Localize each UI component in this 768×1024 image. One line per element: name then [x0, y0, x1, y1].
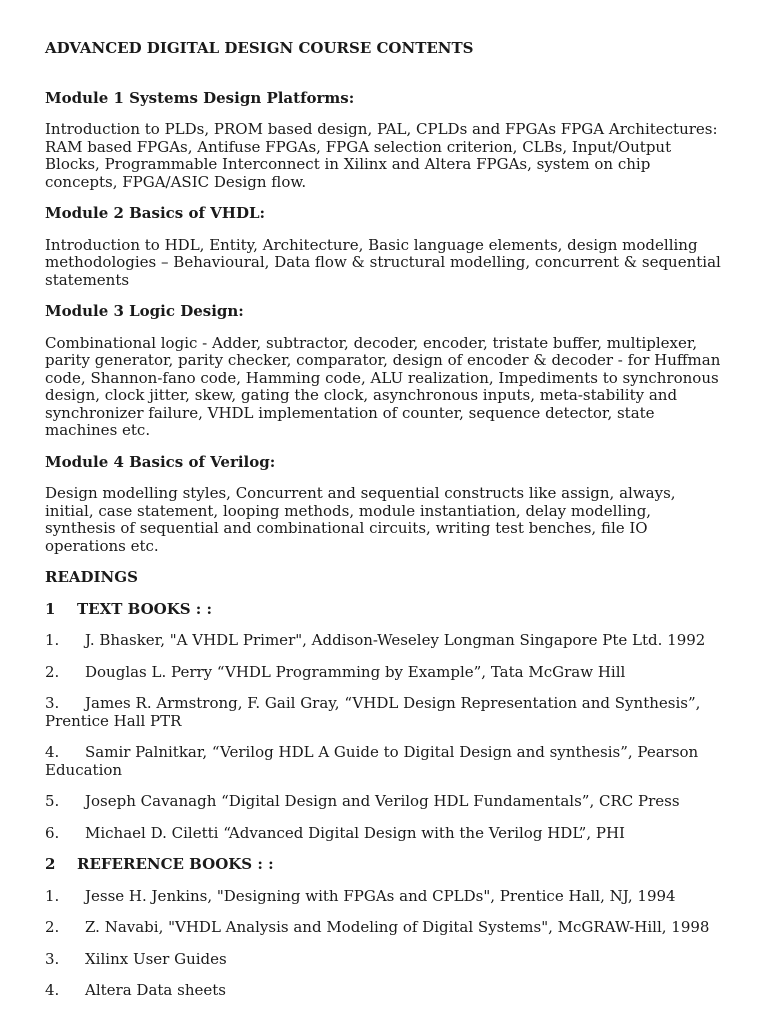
text-book-number: 1. [45, 631, 60, 649]
text-book-number: 3. [45, 694, 60, 712]
reference-books-heading [45, 856, 725, 874]
reference-book-text: Z. Navabi, "VHDL Analysis and Modeling of Digital Systems", McGRAW-Hill, 1998 [85, 918, 710, 936]
readings-heading: READINGS [45, 568, 138, 586]
text-book-number: 2. [45, 662, 60, 681]
reference-book-number: 1. [45, 886, 60, 905]
module-3-heading: Module 3 Logic Design: [45, 302, 244, 320]
text-book-number: 4. [45, 743, 60, 761]
text-book-text: James R. Armstrong, F. Gail Gray, “VHDL Design Representation and Synthesis”, Prentice Hall PTR [45, 694, 701, 730]
reference-book-number: 4. [45, 981, 60, 999]
text-book-text: Michael D. Ciletti “Advanced Digital Design with the Verilog HDL”, PHI [85, 823, 625, 842]
text-book-text: Douglas L. Perry “VHDL Programming by Example”, Tata McGraw Hill [85, 662, 626, 681]
text-book-item [45, 664, 725, 682]
reference-book-number: 2. [45, 918, 60, 936]
reference-book-item [45, 888, 725, 906]
document-title: ADVANCED DIGITAL DESIGN COURSE CONTENTS [45, 39, 474, 57]
reference-book-text: Xilinx User Guides [85, 949, 227, 968]
text-books-number: 1 [45, 599, 56, 618]
text-books-label: TEXT BOOKS : : [77, 599, 213, 618]
reference-books-label: REFERENCE BOOKS : : [77, 855, 274, 873]
module-4-text: Design modelling styles, Concurrent and sequential constructs like assign, always, initial, case statement, looping methods, module instantiation, delay modelling, synthesis of sequential and combinational circuits, writing test benches, file IO operations etc. [45, 484, 676, 555]
text-book-item [45, 632, 725, 650]
reference-book-item [45, 919, 725, 937]
reference-book-text: Altera Data sheets [85, 981, 226, 999]
text-book-text: J. Bhasker, "A VHDL Primer", Addison-Weseley Longman Singapore Pte Ltd. 1992 [85, 631, 706, 649]
reference-books-number: 2 [45, 855, 56, 873]
text-book-number: 5. [45, 792, 60, 810]
reference-book-number: 3. [45, 949, 60, 968]
text-book-item [45, 695, 725, 730]
module-4-heading: Module 4 Basics of Verilog: [45, 452, 276, 471]
document-page [45, 40, 725, 1014]
module-2-heading: Module 2 Basics of VHDL: [45, 204, 266, 222]
text-book-number: 6. [45, 823, 60, 842]
module-1-text: Introduction to PLDs, PROM based design, PAL, CPLDs and FPGAs FPGA Architectures: RAM based FPGAs, Antifuse FPGAs, FPGA selection criterion, CLBs, Input/Output Blocks, Programmable Interconnect in Xilinx and Altera FPGAs, system on chip concepts, FPGA/ASIC Design flow. [45, 120, 718, 191]
text-book-item [45, 744, 725, 779]
module-3-text: Combinational logic - Adder, subtractor, decoder, encoder, tristate buffer, multiplexer, parity generator, parity checker, comparator, design of encoder & decoder - for Huffman code, Shannon-fano code, Hamming code, ALU realization, Impediments to synchronous design, clock jitter, skew, gating the clock, asynchronous inputs, meta-stability and synchronizer failure, VHDL implementation of counter, sequence detector, state machines etc. [45, 333, 721, 439]
reference-book-item [45, 982, 725, 1000]
text-book-text: Joseph Cavanagh “Digital Design and Verilog HDL Fundamentals”, CRC Press [85, 792, 680, 810]
module-2-text: Introduction to HDL, Entity, Architecture, Basic language elements, design modelling methodologies – Behavioural, Data flow & structural modelling, concurrent & sequential statements [45, 235, 721, 289]
module-1-heading: Module 1 Systems Design Platforms: [45, 88, 355, 107]
text-books-heading [45, 601, 725, 619]
text-book-item [45, 793, 725, 811]
text-book-item [45, 825, 725, 843]
reference-book-item [45, 951, 725, 969]
text-book-text: Samir Palnitkar, “Verilog HDL A Guide to Digital Design and synthesis”, Pearson Education [45, 743, 699, 779]
reference-book-text: Jesse H. Jenkins, "Designing with FPGAs and CPLDs", Prentice Hall, NJ, 1994 [85, 886, 676, 905]
